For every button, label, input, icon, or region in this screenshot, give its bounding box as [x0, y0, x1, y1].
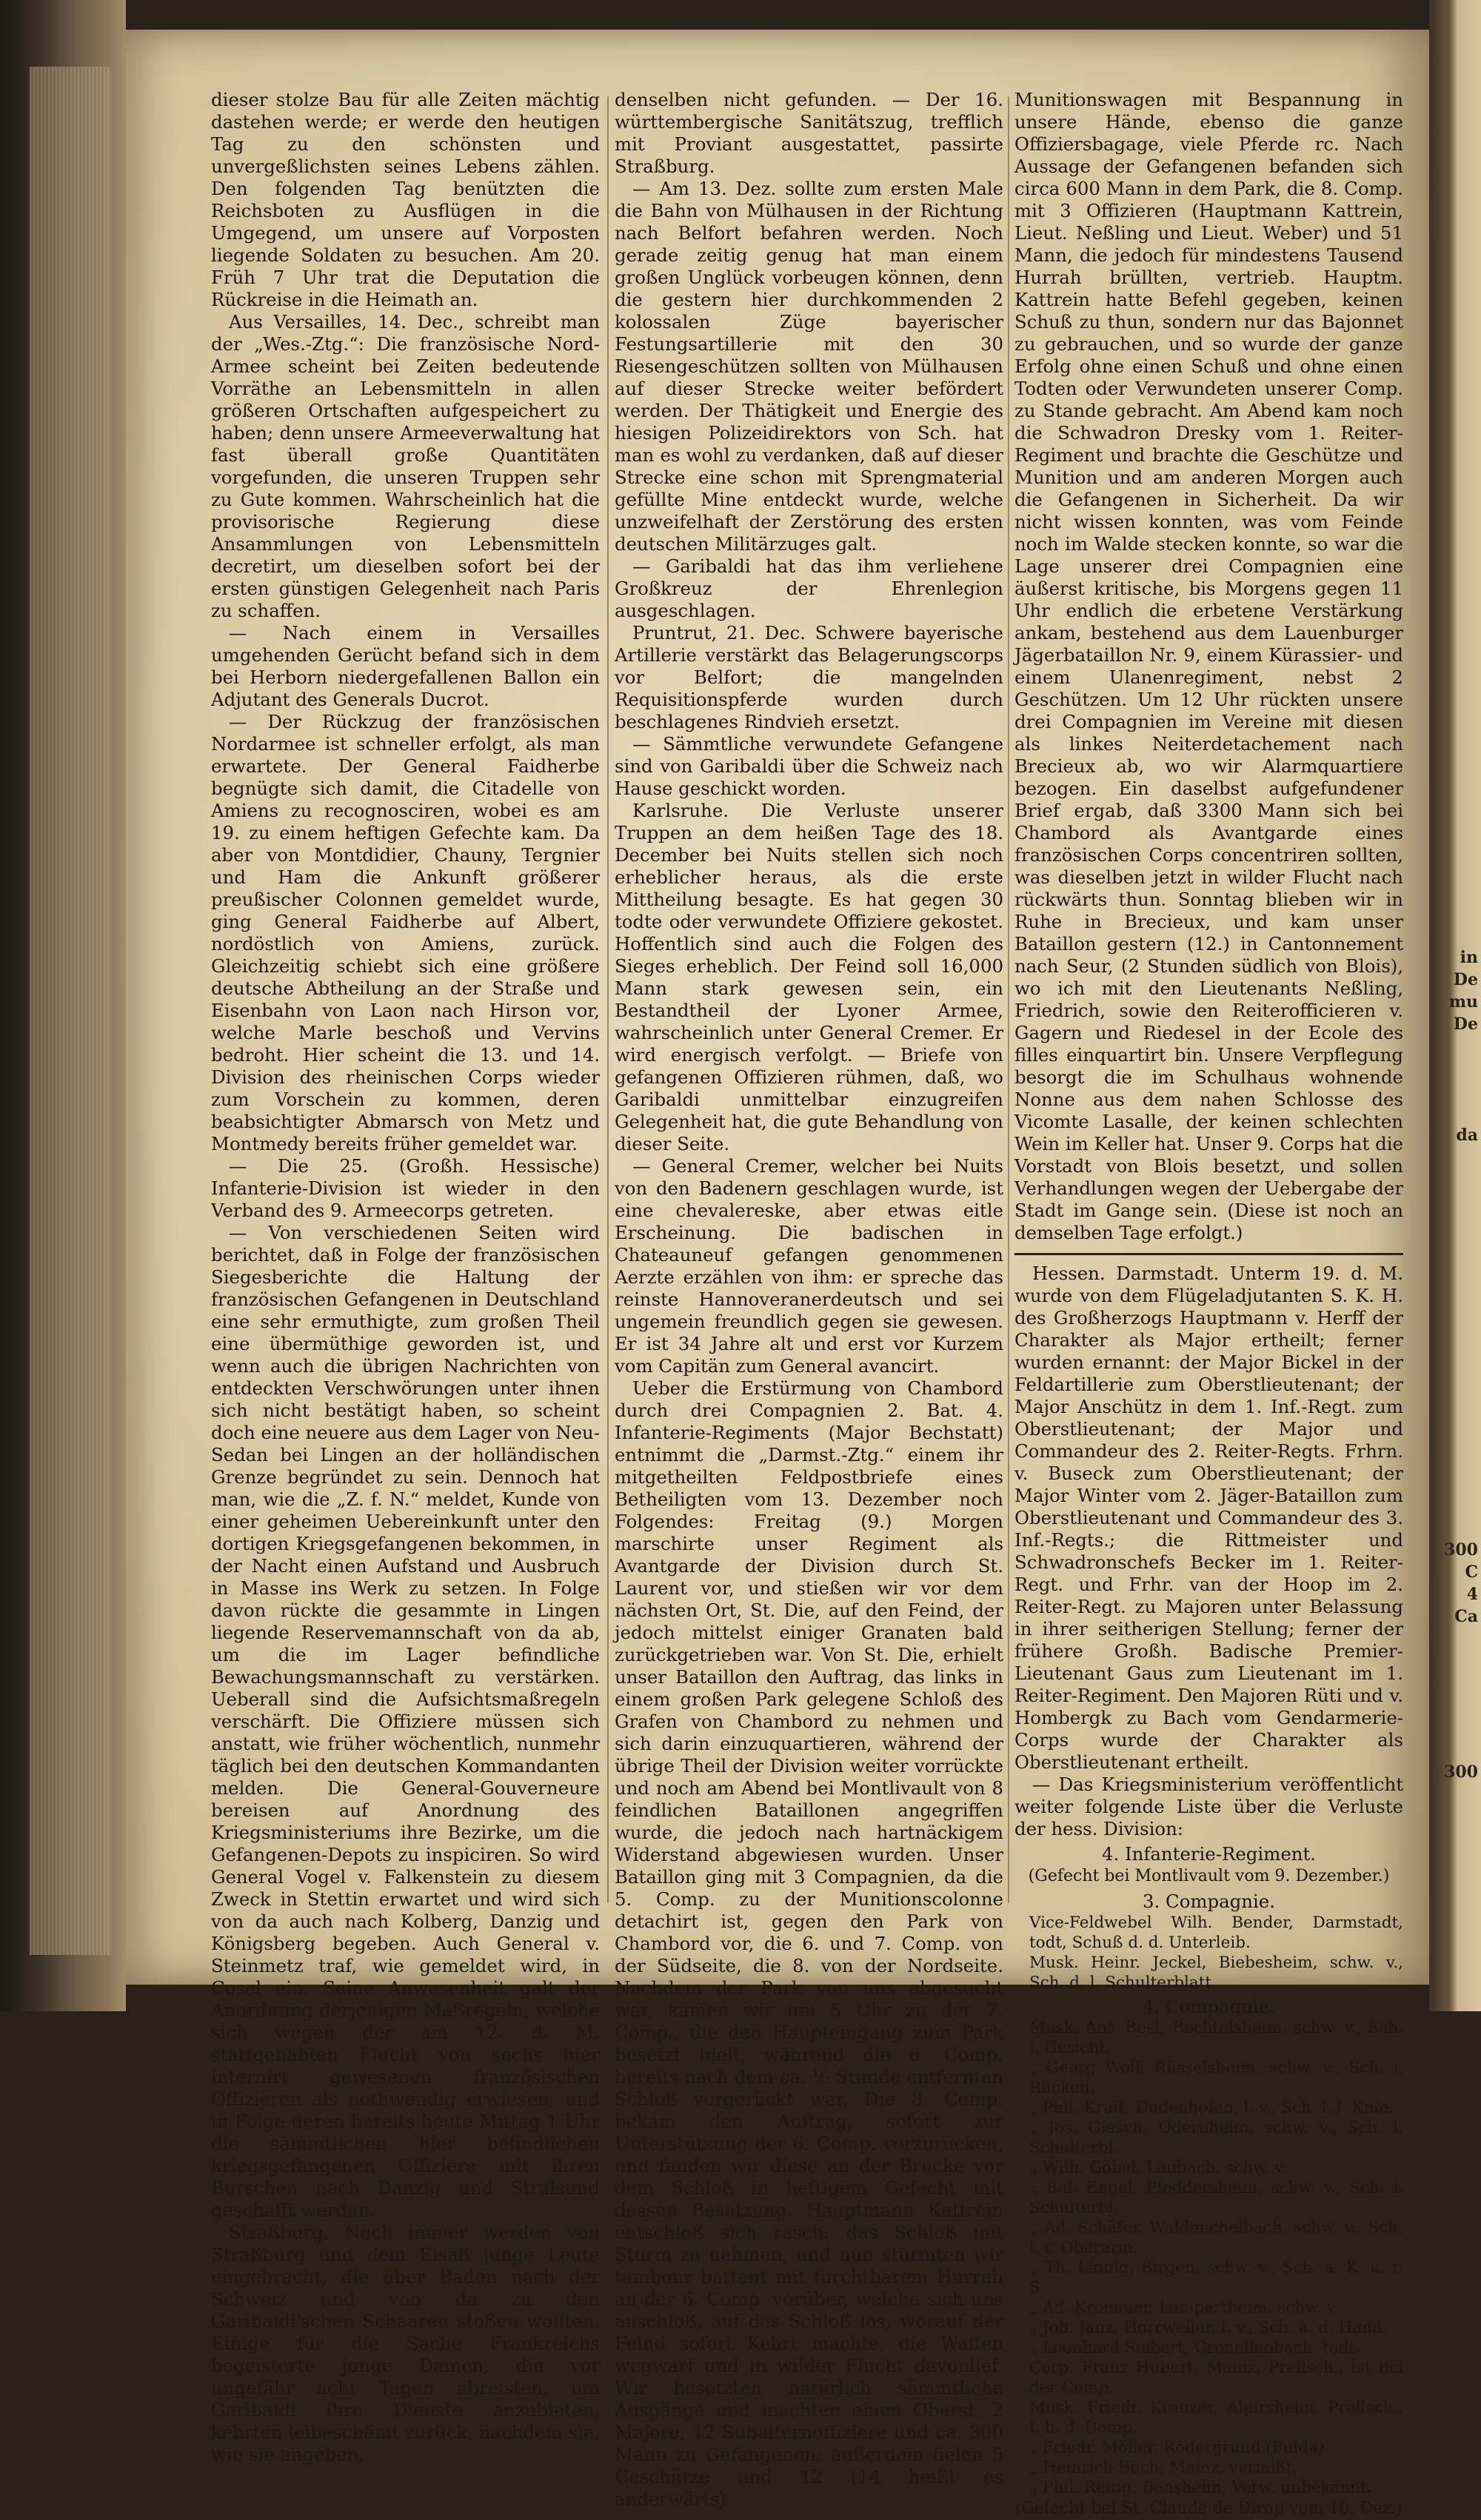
loss-list-regiment: 4. Infanterie-Regiment. — [1101, 1843, 1317, 1865]
article-paragraph: — Sämmtliche verwundete Gefangene sind von Garibaldi über die Schweiz nach Hause geschickt worden. — [615, 733, 1003, 799]
loss-list-entry: „ Heinrich Büch, Mainz, vermißt. — [1029, 2459, 1298, 2477]
column-2 — [615, 89, 1003, 2510]
loss-list-entry: Musk. Heinr. Jeckel, Biebesheim, schw. v., Sch. d. l. Schulterblatt. — [1029, 1953, 1403, 1992]
edge-fragment: da — [1456, 1126, 1478, 1145]
article-paragraph: Karlsruhe. Die Verluste unserer Truppen an dem heißen Tage des 18. December bei Nuits stellen sich noch erheblicher heraus, als die erste Mittheilung besagte. Es hat gegen 30 todte oder verwundete Offiziere gekostet. Hoffentlich sind auch die Folgen des Sieges erheblich. Der Feind soll 16,000 Mann stark gewesen sein, ein Bestandtheil der Lyoner Armee, wahrscheinlich unter General Cremer. Er wird energisch verfolgt. — Briefe von gefangenen Offizieren rühmen, daß, wo Garibaldi unmittelbar einzugreifen Gelegenheit hat, die gute Behandlung von dieser Seite. — [615, 800, 1003, 1154]
loss-list-entry: Musk. Ant. Best, Bechtolsheim, schw. v., Sch. i. Gesicht. — [1029, 2019, 1403, 2057]
edge-fragment: 300 — [1444, 1762, 1478, 1782]
article-paragraph: Aus Versailles, 14. Dec., schreibt man der „Wes.-Ztg.“: Die französische Nord-Armee scheint bei Zeiten bedeutende Vorräthe an Lebensmitteln in allen größeren Ortschaften aufgespeichert zu haben; denn unsere Armeeverwaltung hat fast überall große Quantitäten vorgefunden, die unseren Truppen sehr zu Gute kommen. Wahrscheinlich hat die provisorische Regierung diese Ansammlungen von Lebensmitteln decretirt, um dieselben sofort bei der ersten günstigen Gelegenheit nach Paris zu schaffen. — [211, 311, 600, 621]
article-paragraph: — Von verschiedenen Seiten wird berichtet, daß in Folge der französischen Siegesberichte die Haltung der französischen Gefangenen in Deutschland eine sehr ermuthigte, zum großen Theil eine übermüthige geworden ist, und wenn auch die übrigen Nachrichten von entdeckten Verschwörungen unter ihnen sich nicht bestätigt haben, so scheint doch eine neuere aus dem Lager von Neu-Sedan bei Lingen an der holländischen Grenze begründet zu sein. Dennoch hat man, wie die „Z. f. N.“ meldet, Kunde von einer geheimen Uebereinkunft unter den dortigen Kriegsgefangenen bekommen, in der Nacht einen Aufstand und Ausbruch in Masse ins Werk zu setzen. In Folge davon rückte die gesammte in Lingen liegende Reservemannschaft von da ab, um die im Lager befindliche Bewachungsmannschaft zu verstärken. Ueberall sind die Aufsichtsmaßregeln verschärft. Die Offiziere müssen sich anstatt, wie früher wöchentlich, nunmehr täglich bei den deutschen Kommandanten melden. Die General-Gouverneure bereisen auf Anordnung des Kriegsministeriums ihre Bezirke, um die Gefangenen-Depots zu inspiciren. So wird General Vogel v. Falkenstein zu diesem Zweck in Stettin erwartet und wird sich von da auch nach Kolberg, Danzig und Königsberg begeben. Auch General v. Steinmetz traf, wie gemeldet wird, in Cosel ein. Seine Anwesenheit galt der Anordnung derjenigen Maßregeln, welche sich wegen der am 12. d. M. stattgehabten Flucht von sechs hier internirt gewesenen französischen Offizieren als nothwendig erwiesen, und in Folge deren bereits heute Mittag 1 Uhr die sämmtlichen hier befindlichen kriegsgefangenen Offiziere mit ihren Burschen nach Danzig und Stralsund geschafft werden. — [211, 1222, 600, 2221]
edge-fragment: mu — [1448, 992, 1478, 1012]
article-paragraph: — Die 25. (Großh. Hessische) Infanterie-Division ist wieder in den Verband des 9. Armeecorps getreten. — [211, 1155, 600, 1221]
book-edge-left — [0, 0, 126, 2011]
article-paragraph: Straßburg. Noch immer werden von Straßburg und dem Elsaß junge Leute eingebracht, die über Baden nach der Schweiz und von da zu den Garibaldi'schen Schaaren stoßen wollten. Einige für die Sache Frankreichs begeisterte junge Damen, die vor ungefähr acht Tagen abreisten, um Garibaldi ihre Dienste anzubieten, kehrten leibeschämt zurück, nachdem sie, wie sie angeben, — [211, 2222, 600, 2465]
edge-fragment: C — [1465, 1563, 1478, 1582]
loss-list-footer: (Gefecht bei St. Claude de Dirap vom 10. Dez.) — [1014, 2499, 1403, 2518]
loss-list-entry: „ Phil. Reitig, Bensheim, Verw. unbekannt. — [1029, 2479, 1372, 2497]
loss-list-entry: „ Friedr. Möller, Rödergrund (Fulda). — [1029, 2439, 1330, 2457]
edge-fragment: De — [1453, 1015, 1478, 1034]
edge-fragment: 300 — [1444, 1540, 1478, 1560]
loss-list-company-3: 3. Compagnie. — [1143, 1891, 1275, 1912]
loss-list-company-4: 4. Compagnie. — [1143, 1996, 1275, 2017]
article-paragraph: Ueber die Erstürmung von Chambord durch drei Compagnien 2. Bat. 4. Infanterie-Regiments (Major Bechstatt) entnimmt die „Darmst.-Ztg.“ einem ihr mitgetheilten Feldpostbriefe eines Betheiligten vom 13. Dezember noch Folgendes: Freitag (9.) Morgen marschirte unser Regiment als Avantgarde der Division durch St. Laurent vor, und stießen wir vor dem nächsten Ort, St. Die, auf den Feind, der jedoch mittelst einiger Granaten bald zurückgetrieben war. Von St. Die, erhielt unser Bataillon den Auftrag, das links in einem großen Park gelegene Schloß des Grafen von Chambord zu nehmen und sich darin einzuquartieren, während der übrige Theil der Division weiter vorrückte und noch am Abend bei Montlivault von 8 feindlichen Bataillonen angegriffen wurde, die jedoch nach hartnäckigem Widerstand abgewiesen wurden. Unser Bataillon ging mit 3 Compagnien, da die 5. Comp. zu der Munitionscolonne detachirt ist, gegen den Park von Chambord vor, die 6. und 7. Comp. von der Südseite, die 8. von der Nordseite. Nachdem der Park von uns abgesucht war, kamen wir um 5 Uhr zu der 7. Comp., die den Haupteingang zum Park besetzt hielt, während die 6. Comp. bereits nach dem ca. ½ Stunde entfernten Schloß vorgerückt war. Die 8. Comp. bekam den Auftrag, sofort zur Unterstützung der 6. Comp. vorzurücken, und fanden wir diese an der Brücke vor dem Schloß in heftigem Gefecht mit dessen Besatzung. Hauptmann Kattrein entschloß sich rasch: das Schloß mit Sturm zu nehmen, und nun stürmten wir tambour battant mit furchtbarem Hurrah an der 6. Comp. vorüber, welche sich uns anschloß, auf das Schloß los, worauf der Feind sofort Kehrt machte, die Waffen wegwarf und in wilder Flucht davonlief. Wir besetzten natürlich sämmtliche Ausgänge und machten einen Oberst, 2 Majore, 12 Subalternoffiziere und ca. 300 Mann zu Gefangenen; außerdem fielen 5 Geschütze und 12 (14 heißt es anderwärts) — [615, 1377, 1003, 2510]
loss-list-entry: „ Phil. Kraft, Dudenhofen, l. v., Sch. i. l. Knie. — [1029, 2099, 1394, 2117]
loss-list-entry: „ Georg Wolf, Rüsselsheim, schw. v., Sch. i. Rücken. — [1029, 2059, 1403, 2097]
loss-list-entry: „ Ad. Schäfer, Waldmichelbach, schw. v., Sch. i. r. Oberarm. — [1029, 2219, 1403, 2257]
edge-fragment: in — [1460, 948, 1478, 967]
hessen-report: Hessen. Darmstadt. Unterm 19. d. M. wurde von dem Flügeladjutanten S. K. H. des Großherzogs Hauptmann v. Herff der Charakter als Major ertheilt; ferner wurden ernannt: der Major Bickel in der Feldartillerie zum Oberstlieutenant; der Major Anschütz in dem 1. Inf.-Regt. zum Oberstlieutenant; der Major und Commandeur des 2. Reiter-Regts. Frhrn. v. Buseck zum Oberstlieutenant; der Major Winter vom 2. Jäger-Bataillon zum Oberstlieutenant und Commandeur des 3. Inf.-Regts.; die Rittmeister und Schwadronschefs Becker im 1. Reiter-Regt. und Frhr. van der Hoop im 2. Reiter-Regt. zu Majoren unter Belassung in ihrer seitherigen Stellung; ferner der frühere Großh. Badische Premier-Lieutenant Gaus zum Lieutenant im 1. Reiter-Regiment. Den Majoren Rüti und v. Hombergk zu Bach vom Gendarmerie-Corps wurde der Charakter als Oberstlieutenant ertheilt. — [1014, 1263, 1403, 1773]
article-paragraph: Munitionswagen mit Bespannung in unsere Hände, ebenso die ganze Offiziersbagage, viele Pferde rc. Nach Aussage der Gefangenen befanden sich circa 600 Mann in dem Park, die 8. Comp. mit 3 Offizieren (Hauptmann Kattrein, Lieut. Neßling und Lieut. Weber) und 51 Mann, die jedoch für mindestens Tausend Hurrah brüllten, vertrieb. Hauptm. Kattrein hatte Befehl gegeben, keinen Schuß zu thun, sondern nur das Bajonnet zu gebrauchen, und so wurde der ganze Erfolg ohne einen Schuß und ohne einen Todten oder Verwundeten unserer Comp. zu Stande gebracht. Am Abend kam noch die Schwadron Dresky vom 1. Reiter-Regiment und brachte die Geschütze und Munition und am anderen Morgen auch die Gefangenen in Sicherheit. Da wir nicht wissen konnten, was vom Feinde noch im Walde stecken konnte, so war die Lage unserer drei Compagnien eine äußerst kritische, bis Morgens gegen 11 Uhr endlich die erbetene Verstärkung ankam, bestehend aus dem Lauenburger Jägerbataillon Nr. 9, einem Kürassier- und einem Ulanenregiment, nebst 2 Geschützen. Um 12 Uhr rückten unsere drei Compagnien im Vereine mit diesen als linkes Neiterdetachement nach Brecieux ab, wo wir Alarmquartiere bezogen. Ein daselbst aufgefundener Brief ergab, daß 3300 Mann sich bei Chambord als Avantgarde eines französischen Corps concentriren sollten, was dieselben jetzt in wilder Flucht nach rückwärts thun. Sonntag blieben wir in Ruhe in Brecieux, und kam unser Bataillon gestern (12.) in Cantonnement nach Seur, (2 Stunden südlich von Blois), wo ich mit den Lieutenants Neßling, Friedrich, sowie den Reiterofficieren v. Gagern und Riedesel in der Ecole des filles einquartirt bin. Unsere Verpflegung besorgt die im Schulhaus wohnende Nonne aus dem nahen Schlosse des Vicomte Lasalle, der keinen schlechten Wein im Keller hat. Unser 9. Corps hat die Vorstadt von Blois besetzt, und sollen Verhandlungen wegen der Uebergabe der Stadt im Gange sein. (Diese ist noch an demselben Tage erfolgt.) — [1014, 89, 1403, 1243]
loss-list-entry: „ Wilh. Göbel, Laubach, schw. v. — [1029, 2159, 1288, 2177]
edge-fragment: Ca — [1454, 1607, 1478, 1626]
article-paragraph: — Nach einem in Versailles umgehenden Gerücht befand sich in dem bei Herborn niedergefallenen Ballon ein Adjutant des Generals Ducrot. — [211, 622, 600, 710]
column-rule-2 — [1008, 96, 1009, 1903]
edge-fragment: 4 — [1466, 1585, 1478, 1604]
edge-fragment: De — [1453, 970, 1478, 989]
article-paragraph: Pruntrut, 21. Dec. Schwere bayerische Artillerie verstärkt das Belagerungscorps vor Belfort; die mangelnden Requisitionspferde wurden durch beschlagenes Rindvieh ersetzt. — [615, 622, 1003, 732]
loss-list-subtitle: (Gefecht bei Montlivault vom 9. Dezember.) — [1028, 1867, 1390, 1885]
article-paragraph: — General Cremer, welcher bei Nuits von den Badenern geschlagen wurde, ist eine chevalereske, aber etwas eitle Erscheinung. Die badischen in Chateauneuf gefangen genommenen Aerzte erzählen von ihm: er spreche das reinste Hannoveranerdeutsch und sei ungemein freundlich gegen sie gewesen. Er ist 34 Jahre alt und erst vor Kurzem vom Capitän zum General avancirt. — [615, 1155, 1003, 1377]
article-paragraph: dieser stolze Bau für alle Zeiten mächtig dastehen werde; er werde den heutigen Tag zu den schönsten und unvergeßlichsten seines Lebens zählen. Den folgenden Tag benützten die Reichsboten zu Ausflügen in die Umgegend, um unsere auf Vorposten liegende Soldaten zu besuchen. Am 20. Früh 7 Uhr trat die Deputation die Rückreise in die Heimath an. — [211, 89, 600, 310]
article-paragraph: — Garibaldi hat das ihm verliehene Großkreuz der Ehrenlegion ausgeschlagen. — [615, 555, 1003, 621]
article-paragraph: — Am 13. Dez. sollte zum ersten Male die Bahn von Mülhausen in der Richtung nach Belfort befahren werden. Noch gerade zeitig genug hat man einem großen Unglück vorbeugen können, denn die gestern hier durchkommenden 2 kolossalen Züge bayerischer Festungsartillerie mit den 30 Riesengeschützen sollten von Mülhausen auf dieser Strecke weiter befördert werden. Der Thätigkeit und Energie des hiesigen Polizeidirektors von Sch. hat man es wohl zu verdanken, daß auf dieser Strecke eine schon mit Sprengmaterial gefüllte Mine entdeckt wurde, welche unzweifelhaft der Zerstörung des ersten deutschen Militärzuges galt. — [615, 178, 1003, 555]
article-paragraph: — Das Kriegsministerium veröffentlicht weiter folgende Liste über die Verluste der hess. Division: — [1014, 1774, 1403, 1839]
loss-list-entry: „ Joh. Janz, Horrweiler, l. v., Sch. a. d. Hand. — [1029, 2319, 1388, 2337]
next-page-edge — [1429, 0, 1481, 2011]
article-paragraph: denselben nicht gefunden. — Der 16. württembergische Sanitätszug, trefflich mit Proviant ausgestattet, passirte Straßburg. — [615, 89, 1003, 177]
loss-list-entry: „ Bal. Engel, Pfeddersheim, schw. v., Sch. i. Schulterbl. — [1029, 2179, 1403, 2217]
loss-list-entry: Musk. Friedr. Kreuzer, Alpirsheim, Prellsch., i. b. d. Comp. — [1029, 2399, 1403, 2437]
column-rule-1 — [607, 96, 609, 1903]
loss-list-entry: „ Jos. Giesch, Odernheim, schw. v., Sch. i. Schulterbl. — [1029, 2119, 1403, 2157]
article-paragraph: — Der Rückzug der französischen Nordarmee ist schneller erfolgt, als man erwartete. Der General Faidherbe begnügte sich damit, die Citadelle von Amiens zu recognosciren, wobei es am 19. zu einem heftigen Gefechte kam. Da aber von Montdidier, Chauny, Tergnier und Ham die Ankunft größerer preußischer Colonnen gemeldet wurde, ging General Faidherbe auf Albert, nordöstlich von Amiens, zurück. Gleichzeitig schiebt sich eine größere deutsche Abtheilung an der Straße und Eisenbahn von Laon nach Hirson vor, welche Marle beschoß und Vervins bedroht. Hier scheint die 13. und 14. Division des rheinischen Corps wieder zum Vorschein zu kommen, deren beabsichtigter Abmarsch von Metz und Montmedy bereits früher gemeldet war. — [211, 711, 600, 1154]
section-separator — [1014, 1253, 1403, 1255]
column-3 — [1014, 89, 1403, 2518]
column-1 — [211, 89, 600, 2465]
loss-list-entry: „ Ad. Kronauer, Lampertheim, schw. v. — [1029, 2299, 1340, 2317]
loss-list-entry: „ Th. Linnig, Birgen, schw. v., Sch. a. K. u. r. S. — [1029, 2259, 1403, 2297]
loss-list-entry: „ Leonhard Seibert, Gronellenbach, todt. — [1029, 2339, 1360, 2357]
loss-list-entry: Vice-Feldwebel Wilh. Bender, Darmstadt, todt, Schuß d. d. Unterleib. — [1029, 1914, 1403, 1952]
loss-list-entry: Corp. Franz Hubert, Mainz, Prellsch., ist bei der Comp. — [1029, 2359, 1403, 2397]
